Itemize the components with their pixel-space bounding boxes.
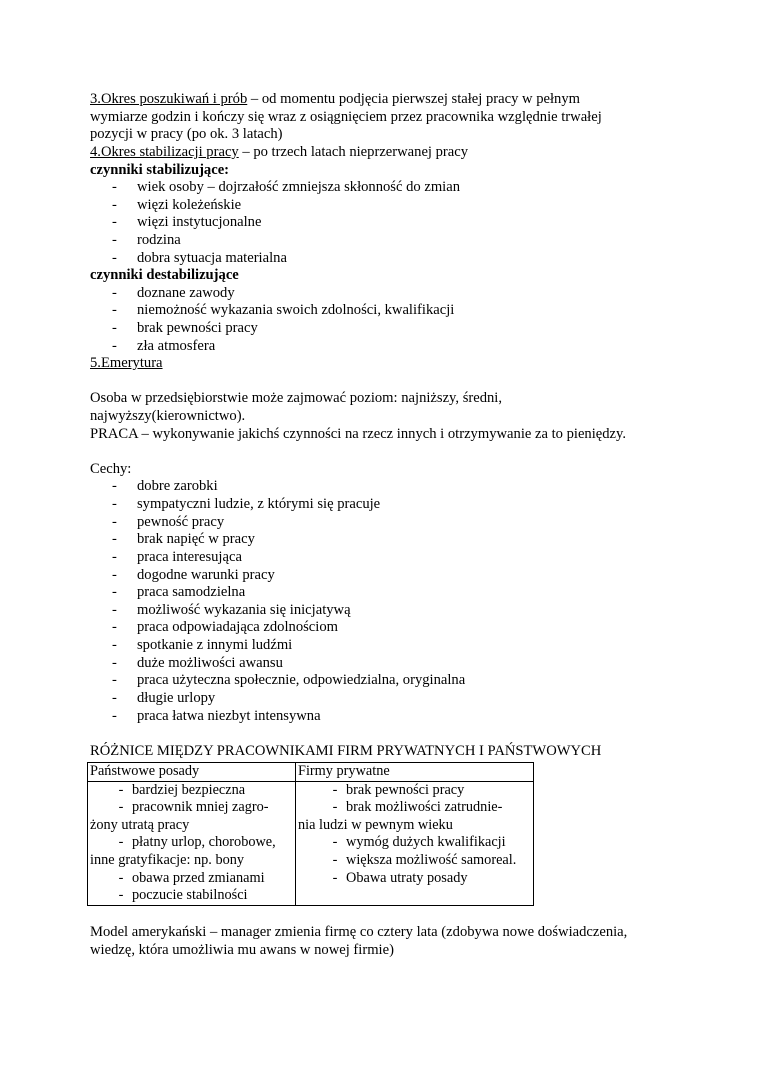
american-model-line-2: wiedzę, która umożliwia mu awans w nowej firmie) xyxy=(90,942,394,958)
column-header-state: Państwowe posady xyxy=(88,763,296,782)
work-definition: PRACA – wykonywanie jakichś czynności na rzecz innych i otrzymywanie za to pieniędzy. xyxy=(90,426,627,442)
table-line: - poczucie stabilności xyxy=(118,887,248,904)
american-model-line-1: Model amerykański – manager zmienia firmę co cztery lata (zdobywa nowe doświadczenia, xyxy=(90,924,628,940)
table-line: - pracownik mniej zagro- xyxy=(118,799,269,816)
period-3-line-2: wymiarze godzin i kończy się wraz z osiągnięciem przez pracownika względnie trwałej xyxy=(90,109,602,125)
period-3-line-1 xyxy=(90,91,580,108)
period-4-line xyxy=(90,144,468,161)
table-line: nia ludzi w pewnym wieku xyxy=(298,816,453,833)
table-line: - bardziej bezpieczna xyxy=(118,781,246,798)
table-line: - brak możliwości zatrudnie- xyxy=(332,799,503,816)
table-header-row xyxy=(88,763,534,782)
level-paragraph-line-1: Osoba w przedsiębiorstwie może zajmować poziom: najniższy, średni, xyxy=(90,390,503,406)
differences-table xyxy=(87,762,534,906)
period-3-heading: 3.Okres poszukiwań i prób xyxy=(90,91,248,107)
level-paragraph-line-2: najwyższy(kierownictwo). xyxy=(90,408,246,424)
table-line: - większa możliwość samoreal. xyxy=(332,851,517,868)
table-line: - obawa przed zmianami xyxy=(118,869,265,886)
differences-title: RÓŻNICE MIĘDZY PRACOWNIKAMI FIRM PRYWATNYCH I PAŃSTWOWYCH xyxy=(90,743,602,759)
destabilizing-factors-heading: czynniki destabilizujące xyxy=(90,267,239,283)
period-4-text: – po trzech latach nieprzerwanej pracy xyxy=(238,144,469,160)
document-page: 3.Okres poszukiwań i prób – od momentu podjęcia pierwszej stałej pracy w pełnym wymiarze godzin i kończy się wraz z osiągnięciem przez pracownika względnie trwałej pozycji w pracy (po ok. 3 latach) 4.Okres stabilizacji pracy – po trzech latach nieprzerwanej pracy czynniki stabilizujące: - wiek osoby – dojrzałość zmniejsza skłonność do zmian - więzi koleżeńskie - więzi instytucjonalne - rodzina - dobra sytuacja materialna czynniki destabilizujące - doznane zawody - niemożność wykazania swoich zdolności, kwalifikacji - brak pewności pracy - zła atmosfera 5.Emerytura Osoba w przedsiębiorstwie może zajmować poziom: najniższy, średni, najwyższy(kierownictwo). PRACA – wykonywanie jakichś czynności na rzecz innych i otrzymywanie za to pieniędzy. Cechy: - dobre zarobki - sympatyczni ludzie, z którymi się pracuje - pewność pracy - brak napięć w pracy - praca interesująca - dogodne warunki pracy - praca samodzielna - możliwość wykazania się inicjatywą - praca odpowiadająca zdolnościom - spotkanie z innymi ludźmi - duże możliwości awansu - praca użyteczna społecznie, odpowiedzialna, oryginalna - długie urlopy - praca łatwa niezbyt intensywna RÓŻNICE MIĘDZY PRACOWNIKAMI FIRM PRYWATNYCH I PAŃSTWOWYCH Państwowe posady Firmy prywatne - bardziej bezpieczna - pracownik mniej zagro- żony utratą pracy - płatny urlop, chorobowe, inne gratyfikacje: np. bony - obawa przed zmianami - poczucie stabilności - brak pewności pracy - brak możliwości zatrudnie- nia ludzi w pewnym wieku - wymóg dużych kwalifikacji - większa możliwość samoreal. - Obawa utraty posady Model amerykański – manager zmienia firmę co cztery lata (zdobywa nowe doświadczenia, wiedzę, która umożliwia mu awans w nowej firmie) xyxy=(0,0,760,1075)
column-header-private: Firmy prywatne xyxy=(296,763,534,782)
table-row xyxy=(88,781,534,905)
period-3-line-3: pozycji w pracy (po ok. 3 latach) xyxy=(90,126,283,142)
table-line: żony utratą pracy xyxy=(90,816,190,833)
stabilizing-factors-heading: czynniki stabilizujące: xyxy=(90,162,230,178)
state-jobs-cell xyxy=(88,781,296,905)
period-5-heading: 5.Emerytura xyxy=(90,355,163,371)
table-line: - Obawa utraty posady xyxy=(332,869,468,886)
private-firms-cell xyxy=(296,781,534,905)
table-line: inne gratyfikacje: np. bony xyxy=(90,851,245,868)
period-3-text: – od momentu podjęcia pierwszej stałej pracy w pełnym xyxy=(247,91,580,107)
table-line: - płatny urlop, chorobowe, xyxy=(118,834,276,851)
table-line: - brak pewności pracy xyxy=(332,781,465,798)
features-heading: Cechy: xyxy=(90,461,132,477)
period-4-heading: 4.Okres stabilizacji pracy xyxy=(90,144,239,160)
table-line: - wymóg dużych kwalifikacji xyxy=(332,834,506,851)
